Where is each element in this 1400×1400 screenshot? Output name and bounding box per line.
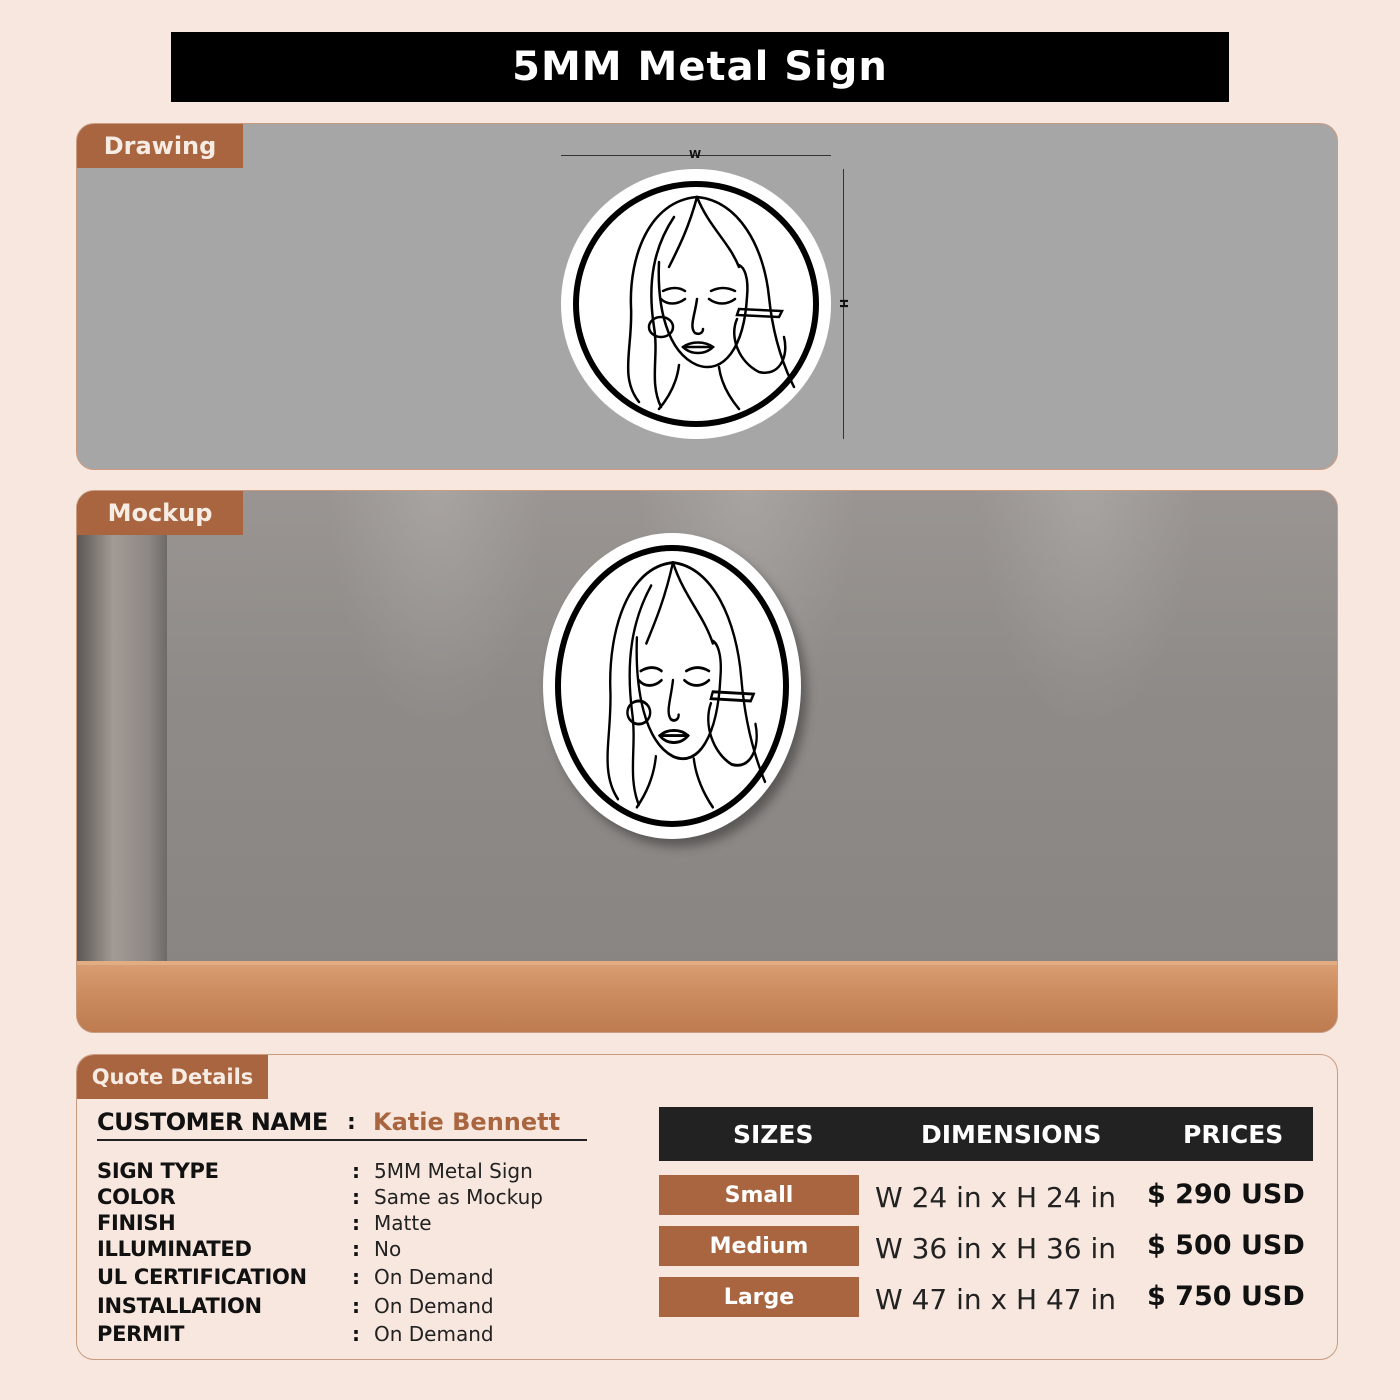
size-dimensions: W 47 in x H 47 in: [875, 1283, 1117, 1316]
field-colon: :: [352, 1211, 360, 1235]
prices-header: PRICES: [1183, 1120, 1284, 1149]
mockup-wall-light: [327, 491, 547, 731]
mockup-shelf: [77, 965, 1338, 1033]
field-installation: [97, 1294, 494, 1318]
field-label: INSTALLATION: [97, 1294, 262, 1318]
table-row: [659, 1277, 1313, 1317]
field-value: No: [374, 1237, 402, 1261]
size-name: Small: [659, 1175, 859, 1215]
woman-applying-makeup-line-art-icon: [561, 551, 783, 821]
customer-name-colon: :: [347, 1109, 356, 1135]
width-dimension-label: W: [689, 148, 702, 161]
field-value: Matte: [374, 1211, 432, 1235]
sizes-header: SIZES: [733, 1120, 814, 1149]
mockup-column: [77, 491, 167, 971]
customer-name-label: CUSTOMER NAME: [97, 1108, 328, 1136]
drawing-sign-ring: [573, 181, 819, 427]
field-colon: :: [352, 1265, 360, 1289]
field-label: SIGN TYPE: [97, 1159, 219, 1183]
drawing-panel: [76, 123, 1338, 470]
mockup-panel: [76, 490, 1338, 1033]
field-illuminated: [97, 1237, 401, 1261]
mockup-sign: [543, 533, 801, 839]
drawing-tab: Drawing: [77, 124, 243, 168]
field-label: FINISH: [97, 1211, 176, 1235]
size-price: $ 500 USD: [1147, 1230, 1305, 1261]
field-value: On Demand: [374, 1322, 494, 1346]
field-value: On Demand: [374, 1294, 494, 1318]
size-dimensions: W 36 in x H 36 in: [875, 1232, 1117, 1265]
field-label: COLOR: [97, 1185, 176, 1209]
sizes-table-header: [659, 1107, 1313, 1161]
field-value: Same as Mockup: [374, 1185, 543, 1209]
table-row: [659, 1226, 1313, 1266]
table-row: [659, 1175, 1313, 1215]
field-label: UL CERTIFICATION: [97, 1265, 307, 1289]
mockup-wall-light: [977, 491, 1197, 731]
woman-applying-makeup-line-art-icon: [579, 187, 813, 421]
field-label: ILLUMINATED: [97, 1237, 252, 1261]
field-permit: [97, 1322, 494, 1346]
field-colon: :: [352, 1322, 360, 1346]
field-colon: :: [352, 1294, 360, 1318]
field-value: On Demand: [374, 1265, 494, 1289]
drawing-sign: [561, 169, 831, 439]
size-dimensions: W 24 in x H 24 in: [875, 1181, 1117, 1214]
customer-name-value: Katie Bennett: [373, 1108, 561, 1136]
mockup-tab: Mockup: [77, 491, 243, 535]
customer-name-row: [97, 1105, 587, 1141]
field-sign-type: [97, 1159, 533, 1183]
quote-panel: [76, 1054, 1338, 1360]
dimensions-header: DIMENSIONS: [921, 1120, 1102, 1149]
field-colon: :: [352, 1185, 360, 1209]
mockup-sign-ring: [555, 545, 789, 827]
field-colon: :: [352, 1159, 360, 1183]
page-title: 5MM Metal Sign: [171, 32, 1229, 102]
field-color: [97, 1185, 543, 1209]
size-price: $ 290 USD: [1147, 1179, 1305, 1210]
field-colon: :: [352, 1237, 360, 1261]
field-value: 5MM Metal Sign: [374, 1159, 533, 1183]
field-label: PERMIT: [97, 1322, 185, 1346]
size-name: Large: [659, 1277, 859, 1317]
quote-tab: Quote Details: [77, 1055, 268, 1099]
field-ul-certification: [97, 1265, 494, 1289]
size-name: Medium: [659, 1226, 859, 1266]
height-dimension-label: H: [837, 298, 851, 309]
field-finish: [97, 1211, 432, 1235]
size-price: $ 750 USD: [1147, 1281, 1305, 1312]
